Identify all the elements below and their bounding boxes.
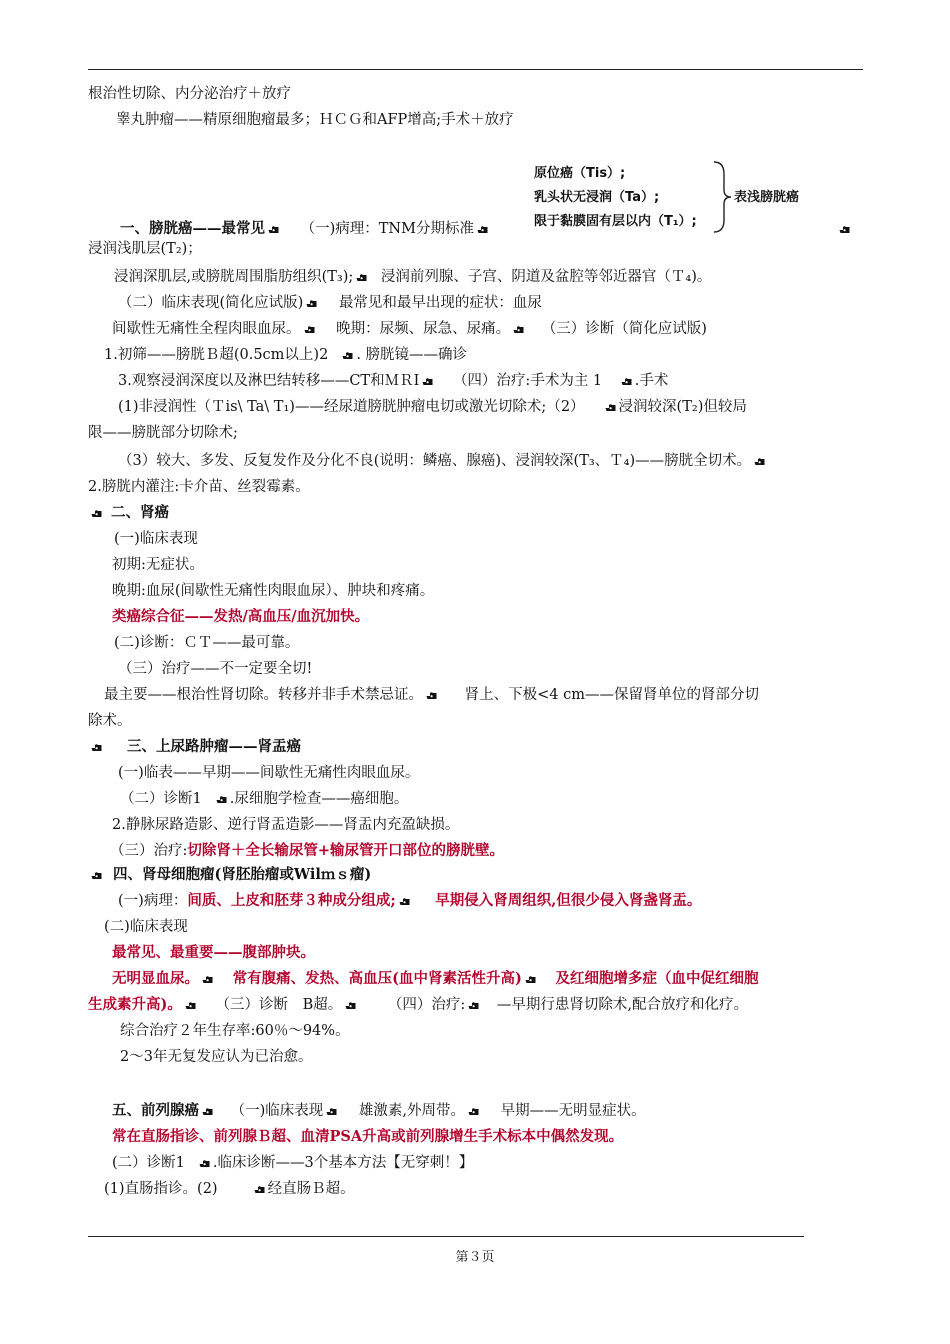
text-line: （三）治疗:切除肾＋全长输尿管+输尿管开口部位的膀胱壁。 — [110, 842, 505, 859]
section-heading-kidney: 二、肾癌 — [88, 504, 169, 522]
hand-pointer-icon — [754, 457, 765, 466]
hand-pointer-icon — [605, 403, 616, 412]
text-line: 3.观察浸润深度以及淋巴结转移——CT和ＭＲI （四）治疗:手术为主 1 .手术 — [118, 373, 669, 389]
text-line: 浸润浅肌层(T₂)； — [88, 241, 202, 257]
text-line: 睾丸肿瘤——精原细胞瘤最多；ＨＣＧ和AFP增高;手术＋放疗 — [116, 112, 514, 128]
header-rule — [88, 69, 863, 70]
text-line: 晚期:血尿(间歇性无痛性肉眼血尿）、肿块和疼痛。 — [112, 583, 435, 599]
text-line: （三）治疗——不一定要全切! — [118, 661, 313, 677]
text-line: (1)非浸润性（Ｔis\ Ta\ T₁)——经尿道膀胱肿瘤电切或激光切除术;（2） 浸润较深(T₂)但较局 — [118, 399, 747, 415]
hand-pointer-icon — [839, 225, 850, 234]
text-line — [836, 220, 853, 238]
hand-pointer-icon — [306, 299, 317, 308]
side-note-label: 表浅膀胱癌 — [734, 190, 800, 205]
text-line: (一)病理：间质、上皮和胚芽３种成分组成; 早期侵入肾周组织,但很少侵入肾盏肾盂。 — [118, 892, 702, 909]
hand-pointer-icon — [399, 897, 410, 906]
hand-pointer-icon — [621, 377, 632, 386]
hand-pointer-icon — [216, 795, 227, 804]
section-heading-bladder: 一、膀胱癌——最常见 （一)病理：TNM分期标准 — [120, 220, 491, 238]
text-line: 间歇性无痛性全程肉眼血尿。 晚期：尿频、尿急、尿痛。 （三）诊断（简化应试版) — [112, 321, 707, 337]
hand-pointer-icon — [268, 225, 279, 234]
page-number: 第３页 — [455, 1250, 495, 1265]
hand-pointer-icon — [199, 1159, 210, 1168]
text-line: (一)临床表现 — [114, 531, 198, 547]
curly-brace-icon — [712, 160, 732, 234]
text-line: 根治性切除、内分泌治疗＋放疗 — [88, 86, 291, 102]
text-line: （二）临床表现(简化应试版) 最常见和最早出现的症状：血尿 — [118, 295, 542, 311]
text-line: 无明显血尿。 常有腹痛、发热、高血压(血中肾素活性升高) 及红细胞增多症（血中促红细胞 — [112, 970, 759, 987]
text-line: 最主要——根治性肾切除。转移并非手术禁忌证。 肾上、下极<4 cm——保留肾单位的肾部分切 — [104, 687, 759, 703]
hand-pointer-icon — [326, 1107, 337, 1116]
text-line: 最常见、最重要——腹部肿块。 — [112, 944, 315, 961]
hand-pointer-icon — [525, 975, 536, 984]
hand-pointer-icon — [345, 1001, 356, 1010]
hand-pointer-icon — [468, 1001, 479, 1010]
text-line: 浸润深肌层,或膀胱周围脂肪组织(T₃); 浸润前列腺、子宫、阴道及盆腔等邻近器官（Ｔ₄)。 — [114, 269, 712, 285]
text-line: 初期:无症状。 — [112, 557, 204, 573]
text-line: 2～3年无复发应认为已治愈。 — [120, 1049, 313, 1065]
section-heading-prostate: 五、前列腺癌 （一)临床表现 雄激素,外周带。 早期——无明显症状。 — [112, 1102, 646, 1119]
hand-pointer-icon — [202, 975, 213, 984]
text-line: 1.初筛——膀胱Ｂ超(0.5cm以上)2 . 膀胱镜——确诊 — [104, 347, 468, 363]
side-note-t1: 限于黏膜固有层以内（T₁）; — [534, 214, 697, 229]
side-note-ta: 乳头状无浸润（Ta）; — [534, 190, 660, 205]
hand-pointer-icon — [468, 1107, 479, 1116]
text-line: (二)临床表现 — [104, 919, 188, 935]
hand-pointer-icon — [513, 325, 524, 334]
text-line: (二）诊断1 .临床诊断——3个基本方法【无穿刺！】 — [112, 1155, 474, 1171]
hand-pointer-icon — [426, 691, 437, 700]
text-line: 2.膀胱内灌注:卡介苗、丝裂霉素。 — [88, 479, 310, 495]
hand-pointer-icon — [356, 273, 367, 282]
hand-pointer-icon — [91, 871, 102, 880]
hand-pointer-icon — [422, 377, 433, 386]
text-line: （二）诊断1 .尿细胞学检查——癌细胞。 — [120, 791, 409, 807]
hand-pointer-icon — [304, 325, 315, 334]
text-line: 常在直肠指诊、前列腺Ｂ超、血清PSA升高或前列腺增生手术标本中偶然发现。 — [112, 1128, 624, 1145]
text-line: (二)诊断：ＣＴ——最可靠。 — [114, 635, 300, 651]
hand-pointer-icon — [91, 509, 102, 518]
text-line: 综合治疗２年生存率:60％～94%。 — [120, 1023, 350, 1039]
hand-pointer-icon — [342, 351, 353, 360]
hand-pointer-icon — [254, 1185, 265, 1194]
side-note-tis: 原位癌（Tis）; — [534, 166, 626, 181]
text-line: （3）较大、多发、反复发作及分化不良(说明：鳞癌、腺癌)、浸润较深(T₃、Ｔ₄)——膀胱全切术。 — [118, 452, 768, 470]
footer-rule — [88, 1236, 804, 1237]
hand-pointer-icon — [477, 225, 488, 234]
text-line: 限——膀胱部分切除术; — [88, 425, 238, 441]
section-heading-wilms: 四、肾母细胞瘤(肾胚胎瘤或Wilｍｓ瘤) — [88, 866, 371, 884]
text-line: 类癌综合征——发热/高血压/血沉加快。 — [112, 608, 370, 625]
text-line: 生成素升高)。 （三）诊断 B超。 （四）治疗: —早期行患肾切除术,配合放疗和化疗。 — [88, 996, 748, 1013]
text-line: 除术。 — [88, 713, 132, 729]
hand-pointer-icon — [185, 1001, 196, 1010]
text-line: (1)直肠指诊。(2) 经直肠Ｂ超。 — [104, 1181, 355, 1197]
hand-pointer-icon — [91, 743, 102, 752]
text-line: 2.静脉尿路造影、逆行肾盂造影——肾盂内充盈缺损。 — [112, 817, 460, 833]
hand-pointer-icon — [202, 1107, 213, 1116]
section-heading-pelvis: 三、上尿路肿瘤——肾盂癌 — [88, 738, 301, 756]
text-line: (一)临表——早期——间歇性无痛性肉眼血尿。 — [118, 765, 420, 781]
